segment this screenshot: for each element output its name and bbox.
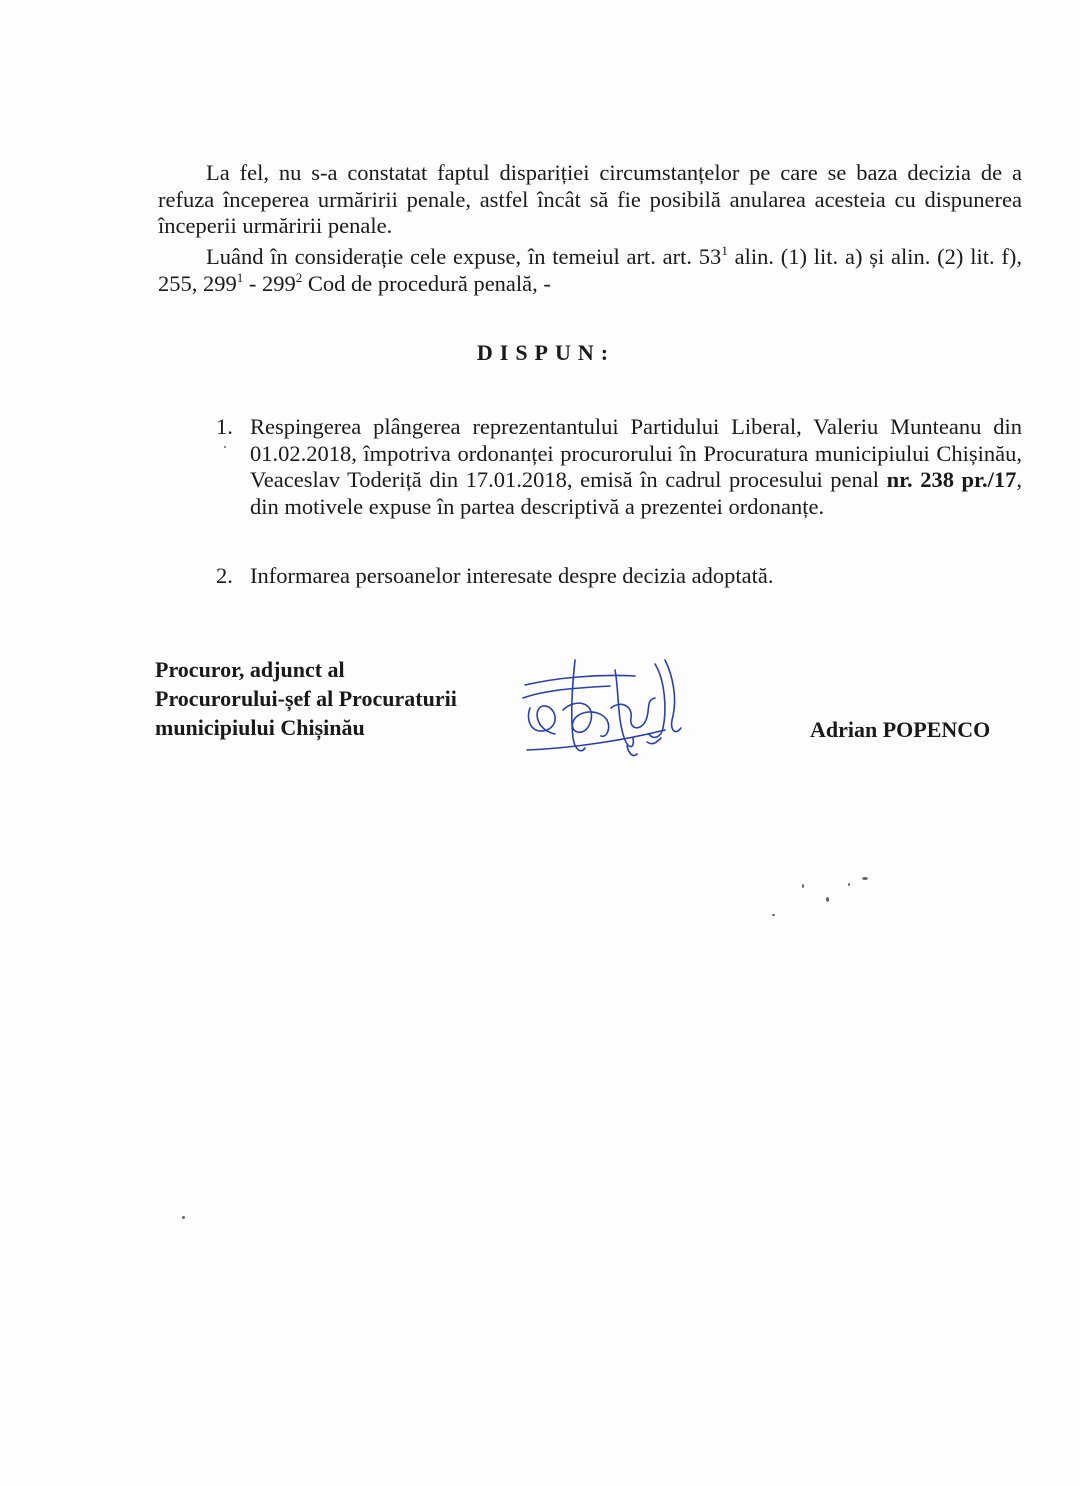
list-item-text — [250, 414, 1022, 520]
scan-speck — [182, 1216, 185, 1219]
item-text-after: , din motivele expuse în partea descriptivă a prezentei ordonanțe. — [250, 467, 1022, 519]
dispun-heading: DISPUN: — [476, 340, 616, 365]
legal-basis-text-1: Luând în considerație cele expuse, în temeiul art. art. 53 — [206, 244, 722, 269]
superscript-1: 1 — [721, 243, 728, 258]
signatory-title-line: Procurorului-șef al Procuraturii — [155, 686, 457, 711]
scan-speck — [772, 914, 775, 916]
paragraph-circumstances: La fel, nu s-a constatat faptul dispariției circumstanțelor pe care se baza decizia de a refuza începerea urmăririi penale, astfel încât să fie posibilă anularea acesteia cu dispunerea începerii urmăririi penale. — [158, 160, 1022, 238]
handwritten-signature — [515, 650, 695, 765]
legal-basis-text-4: Cod de procedură penală, - — [302, 270, 551, 296]
list-item-number: 1. — [216, 414, 233, 439]
scan-speck — [224, 446, 226, 448]
scan-speck — [848, 883, 850, 886]
list-item-1 — [216, 414, 1022, 520]
legal-basis-text-2: alin. (1) lit. a) și alin. (2) lit. f), 255, 299 — [158, 244, 1022, 296]
superscript-3: 2 — [295, 269, 303, 285]
signatory-title-line: Procuror, adjunct al — [155, 657, 345, 682]
scan-speck — [826, 897, 829, 902]
signatory-name: Adrian POPENCO — [810, 717, 991, 742]
list-item-text: Informarea persoanelor interesate despre decizia adoptată. — [250, 563, 774, 588]
item-text-before: Respingerea plângerea reprezentantului Partidului Liberal, Valeriu Munteanu din 01.02.2018, împotriva ordonanței procurorului în Procuratura municipiului Chișinău, Veaceslav Toderiță din 17.01.2018, emisă în cadrul procesului penal — [250, 414, 1022, 492]
paragraph-legal-basis — [158, 244, 1022, 297]
signatory-title-line: municipiului Chișinău — [155, 715, 365, 740]
superscript-2: 1 — [236, 269, 244, 285]
list-item-2 — [216, 563, 1022, 590]
scan-speck — [802, 884, 804, 888]
case-number: nr. 238 pr./17 — [886, 467, 1017, 492]
list-item-number: 2. — [216, 563, 233, 588]
legal-basis-text-3: - 299 — [243, 270, 296, 296]
scan-speck — [862, 877, 868, 880]
signatory-title — [155, 655, 457, 742]
